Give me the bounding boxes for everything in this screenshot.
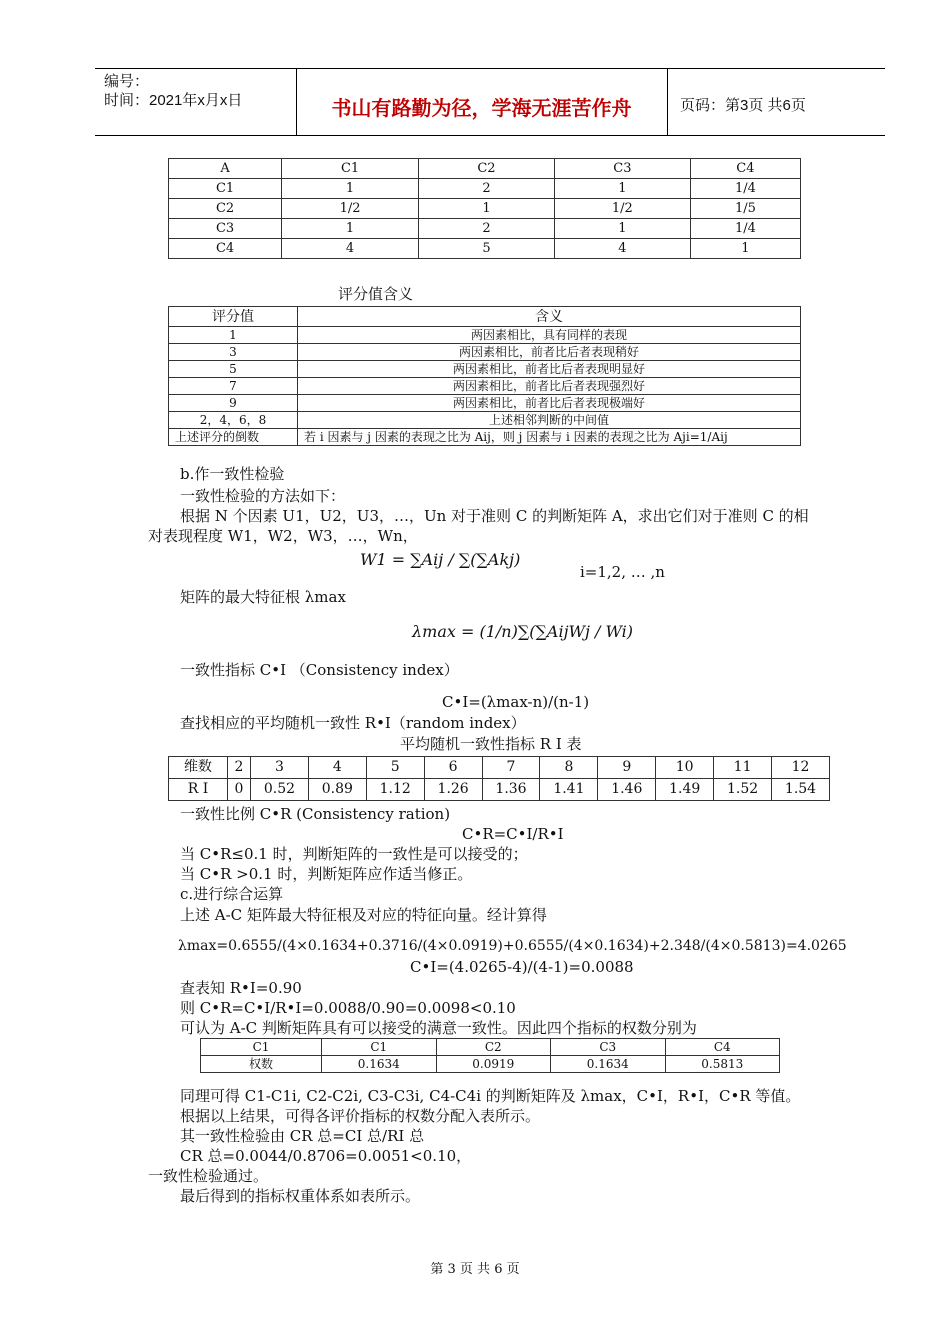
table-cell: 1 [169,327,298,344]
table-cell: 1 [554,179,690,199]
matrix-ac-table [168,158,801,259]
table-cell: 1/5 [690,199,800,219]
table-header-cell: 4 [308,757,366,779]
table-cell: R I [169,779,228,801]
table-cell: 1/2 [554,199,690,219]
table-cell: 0.0919 [436,1056,551,1073]
table-header-cell: 评分值 [169,307,298,327]
table-cell: 9 [169,395,298,412]
table-cell: C1 [169,179,282,199]
table-cell: 0.1634 [322,1056,437,1073]
paragraph: 根据以上结果，可得各评价指标的权数分配入表所示。 [180,1107,541,1125]
table-cell: 2 [419,219,555,239]
ri-table-title: 平均随机一致性指标 R I 表 [400,735,582,753]
table-row [169,378,801,395]
table-header-cell: C3 [551,1039,666,1056]
header-page-label: 页码：第3页 共6页 [680,97,806,114]
table-cell: 2 [419,179,555,199]
table-cell: 1.46 [598,779,656,801]
table-cell: 1.36 [482,779,540,801]
table-cell: 权数 [201,1056,322,1073]
table-cell: 上述相邻判断的中间值 [298,412,801,429]
table-cell: 1 [690,239,800,259]
table-row [169,412,801,429]
table-header-cell: 3 [251,757,309,779]
table-header-cell: 11 [714,757,772,779]
table-cell: 0.89 [308,779,366,801]
table-row [169,361,801,378]
paragraph: 对表现程度 W1，W2，W3，…，Wn， [148,527,418,545]
serial-label: 编号： [104,73,150,90]
table-cell: 2，4，6，8 [169,412,298,429]
table-cell: 1.26 [424,779,482,801]
table-row [169,239,801,259]
paragraph: 查找相应的平均随机一致性 R•I（random index） [180,714,526,732]
table-header-cell: 6 [424,757,482,779]
table-cell: 若 i 因素与 j 因素的表现之比为 Aij，则 j 因素与 i 因素的表现之比为 Aji=1/Aij [298,429,801,446]
table-row [169,307,801,327]
table-header-cell: C2 [436,1039,551,1056]
table-header-cell: 7 [482,757,540,779]
table-row [201,1039,780,1056]
table-cell: 3 [169,344,298,361]
table-header-cell: C4 [690,159,800,179]
paragraph: 可认为 A-C 判断矩阵具有可以接受的满意一致性。因此四个指标的权数分别为 [180,1019,697,1037]
table-row [169,219,801,239]
page-footer: 第 3 页 共 6 页 [430,1262,520,1277]
table-cell: 0.52 [251,779,309,801]
table-row [169,179,801,199]
paragraph: 其一致性检验由 CR 总=CI 总/RI 总 [180,1127,425,1145]
table-row [169,429,801,446]
table-cell: 1.41 [540,779,598,801]
table-cell: 1.52 [714,779,772,801]
header-bottom-rule [95,135,885,136]
lambda-calculation: λmax=0.6555/(4×0.1634+0.3716/(4×0.0919)+0.6555/(4×0.1634)+2.348/(4×0.5813)=4.0265 [178,938,847,954]
table-header-cell: C4 [665,1039,780,1056]
table-cell: 0.5813 [665,1056,780,1073]
table-cell: 1/2 [282,199,419,219]
table-header-cell: C2 [419,159,555,179]
paragraph: CR 总=0.0044/0.8706=0.0051<0.10， [180,1147,472,1165]
paragraph: 矩阵的最大特征根 λmax [180,588,346,606]
formula-w: W1 = ∑Aij / ∑(∑Akj) [360,550,521,569]
formula-ci: C•I=(λmax-n)/(n-1) [442,693,590,711]
table-header-cell: A [169,159,282,179]
table-row [169,344,801,361]
table-cell: C2 [169,199,282,219]
score-table [168,306,801,446]
table-header-cell: 维数 [169,757,228,779]
formula-lambda: λmax = (1/n)∑(∑AijWj / Wi) [412,622,634,641]
header-meta [104,72,242,110]
table-header-cell: 9 [598,757,656,779]
section-heading-b: b.作一致性检验 [180,465,285,483]
table-cell: 5 [419,239,555,259]
weight-table [200,1038,780,1073]
paragraph: 当 C•R≤0.1 时，判断矩阵的一致性是可以接受的； [180,845,528,863]
paragraph: 一致性指标 C•I （Consistency index） [180,661,459,679]
table-cell: 两因素相比，前者比后者表现稍好 [298,344,801,361]
paragraph: 一致性检验通过。 [148,1167,269,1185]
time-label: 时间：2021年x月x日 [104,92,243,109]
formula-cr: C•R=C•I/R•I [462,825,564,843]
table-cell: C3 [169,219,282,239]
table-cell: 两因素相比，具有同样的表现 [298,327,801,344]
table-header-cell: 2 [228,757,251,779]
paragraph: 同理可得 C1-C1i, C2-C2i, C3-C3i, C4-C4i 的判断矩阵及 λmax，C•I，R•I，C•R 等值。 [180,1087,801,1105]
paragraph: 查表知 R•I=0.90 [180,979,302,997]
table-cell: 1/4 [690,219,800,239]
header-top-rule [95,68,885,69]
table-row [169,757,830,779]
section-heading-c: c.进行综合运算 [180,885,284,903]
table-cell: 1.49 [656,779,714,801]
table-row [169,199,801,219]
paragraph: 一致性比例 C•R (Consistency ration) [180,805,451,823]
table-cell: 0 [228,779,251,801]
table-header-cell: C1 [282,159,419,179]
header-motto: 书山有路勤为径，学海无涯苦作舟 [331,98,632,120]
table-row [169,159,801,179]
ri-table [168,756,830,801]
header-divider [667,68,668,136]
table-cell: 1/4 [690,179,800,199]
table-cell: 1.12 [366,779,424,801]
paragraph: 一致性检验的方法如下： [180,487,346,505]
table-cell: 1 [282,219,419,239]
paragraph: 当 C•R >0.1 时，判断矩阵应作适当修正。 [180,865,473,883]
ci-calculation: C•I=(4.0265-4)/(4-1)=0.0088 [410,958,634,976]
table-cell: 两因素相比，前者比后者表现极端好 [298,395,801,412]
table-cell: 上述评分的倒数 [169,429,298,446]
table-cell: 1 [419,199,555,219]
table-header-cell: 12 [772,757,830,779]
table-row [169,395,801,412]
table-cell: 1.54 [772,779,830,801]
paragraph: 根据 N 个因素 U1，U2，U3，…，Un 对于准则 C 的判断矩阵 A，求出它们对于准则 C 的相 [180,507,809,525]
table-cell: 5 [169,361,298,378]
table-row [169,327,801,344]
table-cell: 1 [554,219,690,239]
table-row [169,779,830,801]
table-cell: 两因素相比，前者比后者表现强烈好 [298,378,801,395]
paragraph: 最后得到的指标权重体系如表所示。 [180,1187,421,1205]
table-header-cell: 8 [540,757,598,779]
formula-range: i=1,2, … ,n [580,563,665,581]
paragraph: 则 C•R=C•I/R•I=0.0088/0.90=0.0098<0.10 [180,999,516,1017]
table-cell: C4 [169,239,282,259]
table-row [201,1056,780,1073]
table-cell: 7 [169,378,298,395]
score-table-title: 评分值含义 [338,285,414,303]
table-header-cell: 5 [366,757,424,779]
table-cell: 4 [282,239,419,259]
table-cell: 两因素相比，前者比后者表现明显好 [298,361,801,378]
table-cell: 0.1634 [551,1056,666,1073]
table-header-cell: C3 [554,159,690,179]
paragraph: 上述 A-C 矩阵最大特征根及对应的特征向量。经计算得 [180,906,547,924]
table-header-cell: 含义 [298,307,801,327]
table-header-cell: C1 [322,1039,437,1056]
table-header-cell: C1 [201,1039,322,1056]
table-cell: 4 [554,239,690,259]
table-cell: 1 [282,179,419,199]
table-header-cell: 10 [656,757,714,779]
